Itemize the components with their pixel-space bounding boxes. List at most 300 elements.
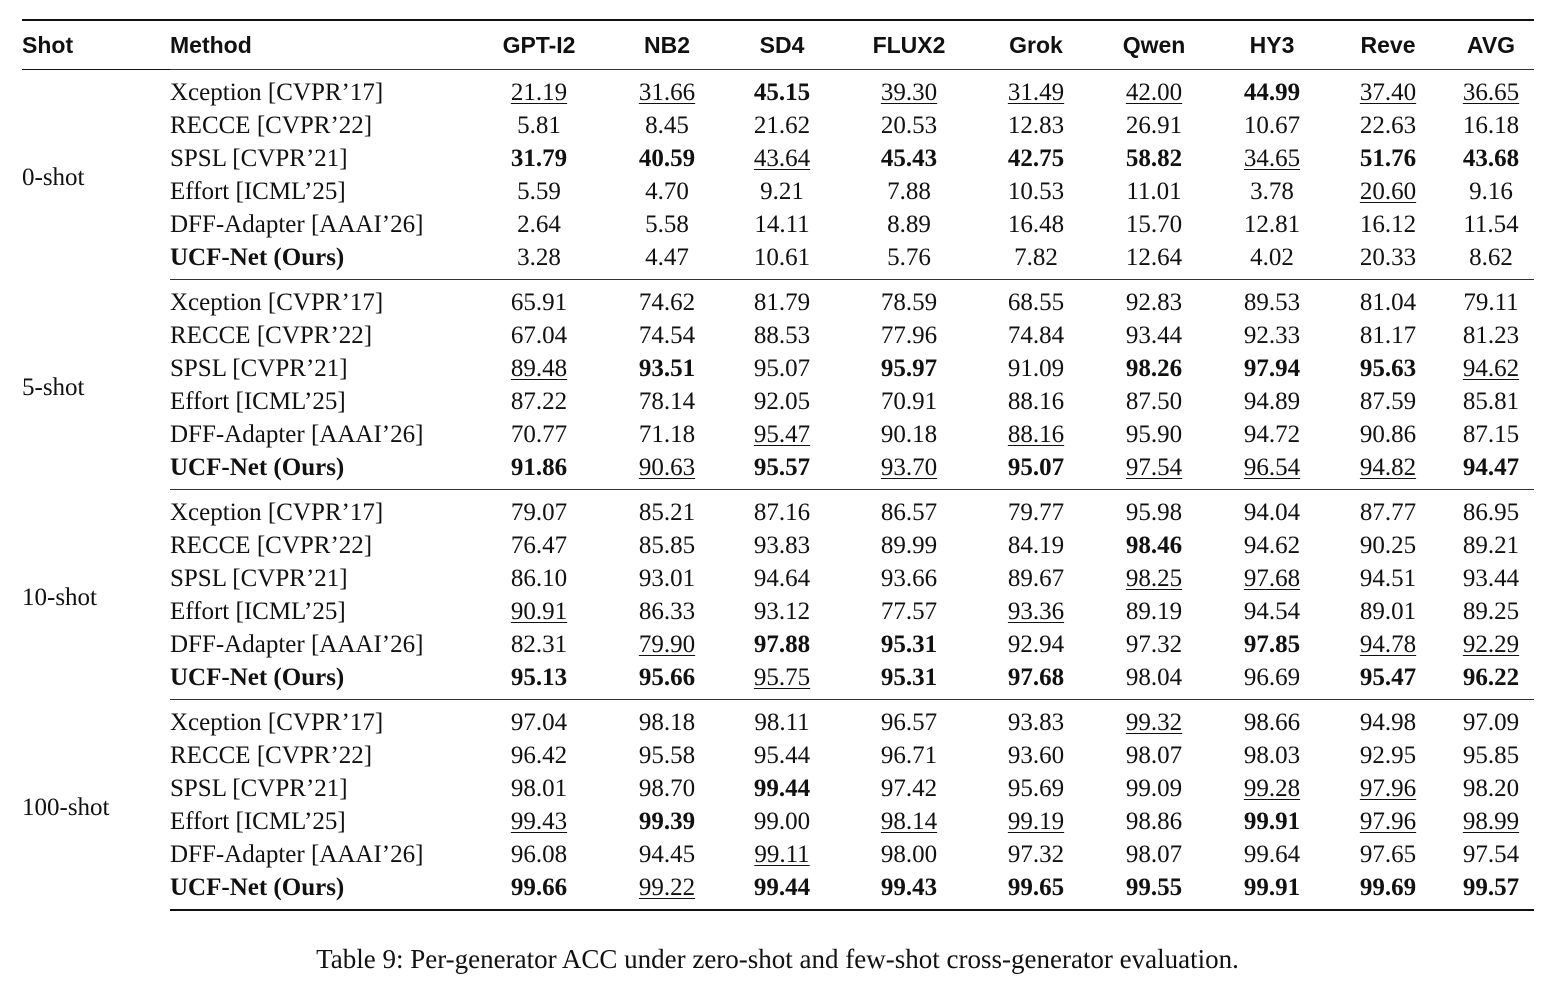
results-table [22, 19, 1534, 911]
value-cell-avg [1448, 700, 1534, 740]
value-text: 98.99 [1462, 807, 1520, 835]
value-text: 97.04 [510, 708, 568, 736]
value-cell-sd4 [726, 628, 838, 661]
value-text: 93.01 [638, 564, 696, 592]
method-cell: Xception [CVPR’17] [170, 490, 470, 530]
value-text: 99.43 [510, 807, 568, 835]
method-cell: Effort [ICML’25] [170, 807, 346, 835]
value-cell-gpt-i2 [470, 700, 608, 740]
value-cell-grok [980, 529, 1092, 562]
value-cell-sd4 [726, 451, 838, 490]
value-text: 93.83 [753, 531, 811, 559]
shot-label: 10-shot [22, 583, 97, 611]
value-text: 96.08 [510, 840, 568, 868]
value-text: 96.71 [880, 741, 938, 769]
value-text: 99.57 [1462, 873, 1520, 901]
value-cell-grok [980, 739, 1092, 772]
value-cell-avg [1448, 451, 1534, 490]
shot-label: 100-shot [22, 793, 110, 821]
value-cell-gpt-i2 [470, 661, 608, 700]
value-text: 92.94 [1007, 630, 1065, 658]
table-row [22, 142, 1534, 175]
value-text: 85.81 [1462, 387, 1520, 415]
value-cell-flux2 [838, 352, 980, 385]
value-cell-gpt-i2 [470, 352, 608, 385]
value-cell-hy3 [1216, 490, 1328, 530]
value-text: 96.42 [510, 741, 568, 769]
value-text: 93.70 [880, 453, 938, 481]
value-cell-nb2 [608, 280, 726, 320]
value-text: 44.99 [1243, 78, 1301, 106]
value-cell-sd4 [726, 319, 838, 352]
value-text: 93.36 [1007, 597, 1065, 625]
value-cell-avg [1448, 142, 1534, 175]
value-cell-nb2 [608, 352, 726, 385]
value-cell-grok [980, 208, 1092, 241]
value-cell-flux2 [838, 871, 980, 910]
value-text: 85.85 [638, 531, 696, 559]
value-cell-hy3 [1216, 628, 1328, 661]
value-text: 97.94 [1243, 354, 1301, 382]
value-text: 5.59 [517, 177, 561, 205]
value-text: 81.79 [753, 288, 811, 316]
value-text: 99.64 [1243, 840, 1301, 868]
table-row [22, 871, 1534, 910]
method-cell: RECCE [CVPR’22] [170, 111, 373, 139]
value-text: 98.01 [510, 774, 568, 802]
value-text: 86.57 [880, 498, 938, 526]
value-cell-avg [1448, 562, 1534, 595]
table-row [22, 451, 1534, 490]
value-cell-hy3 [1216, 772, 1328, 805]
method-cell: Effort [ICML’25] [170, 597, 346, 625]
value-cell-reve [1328, 628, 1448, 661]
value-cell-gpt-i2 [470, 490, 608, 530]
value-text: 95.63 [1359, 354, 1417, 382]
value-cell-hy3 [1216, 451, 1328, 490]
value-text: 96.22 [1462, 663, 1520, 691]
value-cell-reve [1328, 418, 1448, 451]
value-cell-avg [1448, 280, 1534, 320]
value-text: 92.95 [1359, 741, 1417, 769]
value-text: 78.59 [880, 288, 938, 316]
value-cell-gpt-i2 [470, 805, 608, 838]
column-header-qwen: Qwen [1122, 31, 1186, 58]
value-cell-gpt-i2 [470, 208, 608, 241]
value-text: 97.32 [1007, 840, 1065, 868]
value-text: 21.19 [510, 78, 568, 106]
value-text: 95.47 [1359, 663, 1417, 691]
value-cell-hy3 [1216, 739, 1328, 772]
value-text: 99.19 [1007, 807, 1065, 835]
method-cell: RECCE [CVPR’22] [170, 321, 373, 349]
value-cell-sd4 [726, 595, 838, 628]
value-cell-nb2 [608, 871, 726, 910]
value-text: 89.67 [1007, 564, 1065, 592]
value-text: 92.29 [1462, 630, 1520, 658]
value-text: 96.69 [1243, 663, 1301, 691]
value-text: 97.54 [1125, 453, 1183, 481]
value-cell-grok [980, 772, 1092, 805]
value-cell-flux2 [838, 529, 980, 562]
value-cell-flux2 [838, 70, 980, 110]
value-cell-nb2 [608, 109, 726, 142]
value-cell-sd4 [726, 661, 838, 700]
value-cell-qwen [1092, 595, 1216, 628]
value-cell-gpt-i2 [470, 529, 608, 562]
value-cell-grok [980, 109, 1092, 142]
value-cell-avg [1448, 739, 1534, 772]
value-cell-reve [1328, 70, 1448, 110]
value-text: 94.98 [1359, 708, 1417, 736]
value-text: 4.70 [645, 177, 689, 205]
value-cell-nb2 [608, 70, 726, 110]
value-cell-flux2 [838, 385, 980, 418]
value-cell-sd4 [726, 142, 838, 175]
column-header-gpt-i2: GPT-I2 [502, 31, 576, 58]
value-cell-qwen [1092, 871, 1216, 910]
value-cell-qwen [1092, 109, 1216, 142]
value-cell-qwen [1092, 352, 1216, 385]
value-text: 31.66 [638, 78, 696, 106]
value-text: 98.46 [1125, 531, 1183, 559]
value-text: 95.07 [1007, 453, 1065, 481]
value-cell-avg [1448, 70, 1534, 110]
value-text: 95.98 [1125, 498, 1183, 526]
value-cell-hy3 [1216, 70, 1328, 110]
value-cell-qwen [1092, 418, 1216, 451]
value-cell-gpt-i2 [470, 451, 608, 490]
value-cell-hy3 [1216, 562, 1328, 595]
value-text: 81.04 [1359, 288, 1417, 316]
value-text: 96.54 [1243, 453, 1301, 481]
value-text: 87.77 [1359, 498, 1417, 526]
value-text: 79.11 [1463, 288, 1519, 316]
value-text: 97.32 [1125, 630, 1183, 658]
method-cell: Xception [CVPR’17] [170, 70, 470, 110]
value-cell-hy3 [1216, 352, 1328, 385]
value-cell-avg [1448, 385, 1534, 418]
value-cell-sd4 [726, 208, 838, 241]
value-text: 95.97 [880, 354, 938, 382]
value-text: 65.91 [510, 288, 568, 316]
value-text: 81.17 [1359, 321, 1417, 349]
value-text: 93.60 [1007, 741, 1065, 769]
value-text: 94.51 [1359, 564, 1417, 592]
value-cell-avg [1448, 109, 1534, 142]
value-text: 40.59 [638, 144, 696, 172]
value-cell-reve [1328, 805, 1448, 838]
value-text: 98.26 [1125, 354, 1183, 382]
value-text: 8.62 [1469, 243, 1513, 271]
value-cell-flux2 [838, 175, 980, 208]
value-cell-grok [980, 838, 1092, 871]
value-text: 95.47 [753, 420, 811, 448]
value-text: 94.47 [1462, 453, 1520, 481]
value-text: 89.01 [1359, 597, 1417, 625]
value-cell-hy3 [1216, 280, 1328, 320]
value-cell-avg [1448, 352, 1534, 385]
value-text: 99.43 [880, 873, 938, 901]
value-cell-sd4 [726, 805, 838, 838]
value-cell-grok [980, 661, 1092, 700]
value-text: 39.30 [880, 78, 938, 106]
value-cell-sd4 [726, 109, 838, 142]
table-row [22, 661, 1534, 700]
value-text: 97.68 [1243, 564, 1301, 592]
value-text: 20.53 [880, 111, 938, 139]
value-cell-reve [1328, 280, 1448, 320]
value-cell-hy3 [1216, 595, 1328, 628]
value-text: 94.82 [1359, 453, 1417, 481]
column-header-flux2: FLUX2 [872, 31, 946, 58]
value-cell-avg [1448, 838, 1534, 871]
value-text: 77.96 [880, 321, 938, 349]
value-cell-flux2 [838, 838, 980, 871]
value-cell-avg [1448, 319, 1534, 352]
value-text: 95.85 [1462, 741, 1520, 769]
value-cell-grok [980, 490, 1092, 530]
table-row [22, 418, 1534, 451]
value-cell-nb2 [608, 772, 726, 805]
value-cell-avg [1448, 175, 1534, 208]
method-cell: DFF-Adapter [AAAI’26] [170, 210, 424, 238]
method-cell: UCF-Net (Ours) [170, 243, 345, 271]
value-cell-flux2 [838, 280, 980, 320]
value-cell-gpt-i2 [470, 109, 608, 142]
value-text: 22.63 [1359, 111, 1417, 139]
table-row [22, 109, 1534, 142]
value-cell-sd4 [726, 70, 838, 110]
column-header-grok: Grok [1009, 31, 1063, 58]
value-text: 31.49 [1007, 78, 1065, 106]
value-text: 89.25 [1462, 597, 1520, 625]
value-cell-nb2 [608, 700, 726, 740]
value-cell-reve [1328, 700, 1448, 740]
value-cell-sd4 [726, 385, 838, 418]
value-cell-gpt-i2 [470, 628, 608, 661]
value-text: 26.91 [1125, 111, 1183, 139]
value-text: 12.81 [1243, 210, 1301, 238]
column-header-sd4: SD4 [759, 31, 805, 58]
value-text: 16.48 [1007, 210, 1065, 238]
value-text: 42.75 [1007, 144, 1065, 172]
value-cell-hy3 [1216, 418, 1328, 451]
shot-group-10-shot [22, 490, 1534, 700]
value-text: 87.59 [1359, 387, 1417, 415]
value-text: 97.54 [1462, 840, 1520, 868]
value-text: 89.48 [510, 354, 568, 382]
value-text: 98.03 [1243, 741, 1301, 769]
shot-label: 0-shot [22, 163, 85, 191]
value-cell-grok [980, 175, 1092, 208]
value-text: 88.16 [1007, 387, 1065, 415]
header-row [22, 20, 1534, 70]
value-cell-flux2 [838, 661, 980, 700]
value-text: 94.62 [1243, 531, 1301, 559]
value-text: 99.66 [510, 873, 568, 901]
value-text: 99.28 [1243, 774, 1301, 802]
method-cell: DFF-Adapter [AAAI’26] [170, 630, 424, 658]
value-text: 79.90 [638, 630, 696, 658]
value-text: 8.45 [645, 111, 689, 139]
table-caption: Table 9: Per-generator ACC under zero-shot and few-shot cross-generator evaluation. [316, 944, 1239, 974]
value-cell-hy3 [1216, 805, 1328, 838]
value-cell-sd4 [726, 838, 838, 871]
value-cell-flux2 [838, 109, 980, 142]
value-cell-avg [1448, 595, 1534, 628]
value-cell-reve [1328, 241, 1448, 280]
value-cell-gpt-i2 [470, 838, 608, 871]
value-cell-gpt-i2 [470, 562, 608, 595]
value-cell-grok [980, 628, 1092, 661]
value-text: 99.09 [1125, 774, 1183, 802]
method-cell: SPSL [CVPR’21] [170, 354, 348, 382]
value-text: 9.21 [760, 177, 804, 205]
value-text: 98.07 [1125, 840, 1183, 868]
value-cell-qwen [1092, 319, 1216, 352]
value-cell-nb2 [608, 838, 726, 871]
value-cell-qwen [1092, 529, 1216, 562]
value-text: 68.55 [1007, 288, 1065, 316]
value-cell-sd4 [726, 241, 838, 280]
value-cell-hy3 [1216, 385, 1328, 418]
shot-group-100-shot [22, 700, 1534, 911]
value-text: 20.60 [1359, 177, 1417, 205]
value-text: 95.57 [753, 453, 811, 481]
method-cell: Effort [ICML’25] [170, 387, 346, 415]
value-cell-qwen [1092, 280, 1216, 320]
value-cell-qwen [1092, 739, 1216, 772]
value-cell-flux2 [838, 805, 980, 838]
value-text: 93.83 [1007, 708, 1065, 736]
value-cell-flux2 [838, 142, 980, 175]
value-text: 94.89 [1243, 387, 1301, 415]
value-text: 99.44 [753, 873, 811, 901]
value-text: 12.83 [1007, 111, 1065, 139]
value-cell-flux2 [838, 319, 980, 352]
value-cell-nb2 [608, 142, 726, 175]
value-cell-grok [980, 319, 1092, 352]
value-text: 92.05 [753, 387, 811, 415]
value-text: 95.58 [638, 741, 696, 769]
value-text: 97.65 [1359, 840, 1417, 868]
value-cell-nb2 [608, 529, 726, 562]
value-text: 95.31 [880, 630, 938, 658]
value-cell-nb2 [608, 595, 726, 628]
column-header-shot: Shot [22, 31, 74, 58]
value-cell-hy3 [1216, 700, 1328, 740]
value-text: 90.91 [510, 597, 568, 625]
column-header-hy3: HY3 [1249, 31, 1295, 58]
value-cell-nb2 [608, 241, 726, 280]
value-text: 94.64 [753, 564, 811, 592]
value-text: 89.19 [1125, 597, 1183, 625]
table-row [22, 562, 1534, 595]
value-cell-grok [980, 418, 1092, 451]
value-text: 89.99 [880, 531, 938, 559]
value-cell-hy3 [1216, 142, 1328, 175]
value-cell-grok [980, 142, 1092, 175]
value-cell-qwen [1092, 142, 1216, 175]
value-cell-qwen [1092, 628, 1216, 661]
value-text: 21.62 [753, 111, 811, 139]
value-text: 14.11 [754, 210, 810, 238]
value-cell-reve [1328, 142, 1448, 175]
value-cell-grok [980, 562, 1092, 595]
value-text: 8.89 [887, 210, 931, 238]
shot-group-0-shot [22, 70, 1534, 280]
value-text: 97.85 [1243, 630, 1301, 658]
value-cell-qwen [1092, 838, 1216, 871]
value-cell-grok [980, 280, 1092, 320]
value-text: 94.54 [1243, 597, 1301, 625]
value-text: 94.72 [1243, 420, 1301, 448]
value-text: 82.31 [510, 630, 568, 658]
value-text: 95.13 [510, 663, 568, 691]
value-cell-avg [1448, 772, 1534, 805]
value-cell-sd4 [726, 175, 838, 208]
value-text: 90.18 [880, 420, 938, 448]
value-cell-hy3 [1216, 109, 1328, 142]
value-cell-sd4 [726, 700, 838, 740]
value-cell-qwen [1092, 700, 1216, 740]
value-cell-flux2 [838, 208, 980, 241]
table-row [22, 595, 1534, 628]
value-text: 98.14 [880, 807, 938, 835]
value-cell-nb2 [608, 418, 726, 451]
method-cell: UCF-Net (Ours) [170, 871, 470, 910]
value-text: 95.44 [753, 741, 811, 769]
value-text: 99.91 [1243, 873, 1301, 901]
method-cell: SPSL [CVPR’21] [170, 144, 348, 172]
value-cell-avg [1448, 418, 1534, 451]
method-cell: SPSL [CVPR’21] [170, 774, 348, 802]
value-text: 98.20 [1462, 774, 1520, 802]
table-row [22, 700, 1534, 740]
column-header-avg: AVG [1466, 31, 1516, 58]
value-cell-nb2 [608, 385, 726, 418]
value-text: 92.33 [1243, 321, 1301, 349]
value-cell-grok [980, 451, 1092, 490]
value-text: 12.64 [1125, 243, 1183, 271]
value-cell-sd4 [726, 280, 838, 320]
value-text: 51.76 [1359, 144, 1417, 172]
value-cell-sd4 [726, 871, 838, 910]
value-cell-reve [1328, 661, 1448, 700]
value-text: 90.25 [1359, 531, 1417, 559]
value-cell-gpt-i2 [470, 280, 608, 320]
value-cell-nb2 [608, 208, 726, 241]
value-text: 98.04 [1125, 663, 1183, 691]
value-cell-qwen [1092, 490, 1216, 530]
value-text: 94.78 [1359, 630, 1417, 658]
value-text: 37.40 [1359, 78, 1417, 106]
value-text: 97.96 [1359, 807, 1417, 835]
value-text: 98.70 [638, 774, 696, 802]
table-row [22, 739, 1534, 772]
value-text: 92.83 [1125, 288, 1183, 316]
value-cell-sd4 [726, 739, 838, 772]
value-text: 93.66 [880, 564, 938, 592]
value-cell-hy3 [1216, 175, 1328, 208]
value-cell-qwen [1092, 241, 1216, 280]
value-cell-hy3 [1216, 661, 1328, 700]
value-cell-sd4 [726, 529, 838, 562]
value-cell-qwen [1092, 175, 1216, 208]
value-cell-grok [980, 385, 1092, 418]
value-text: 78.14 [638, 387, 696, 415]
